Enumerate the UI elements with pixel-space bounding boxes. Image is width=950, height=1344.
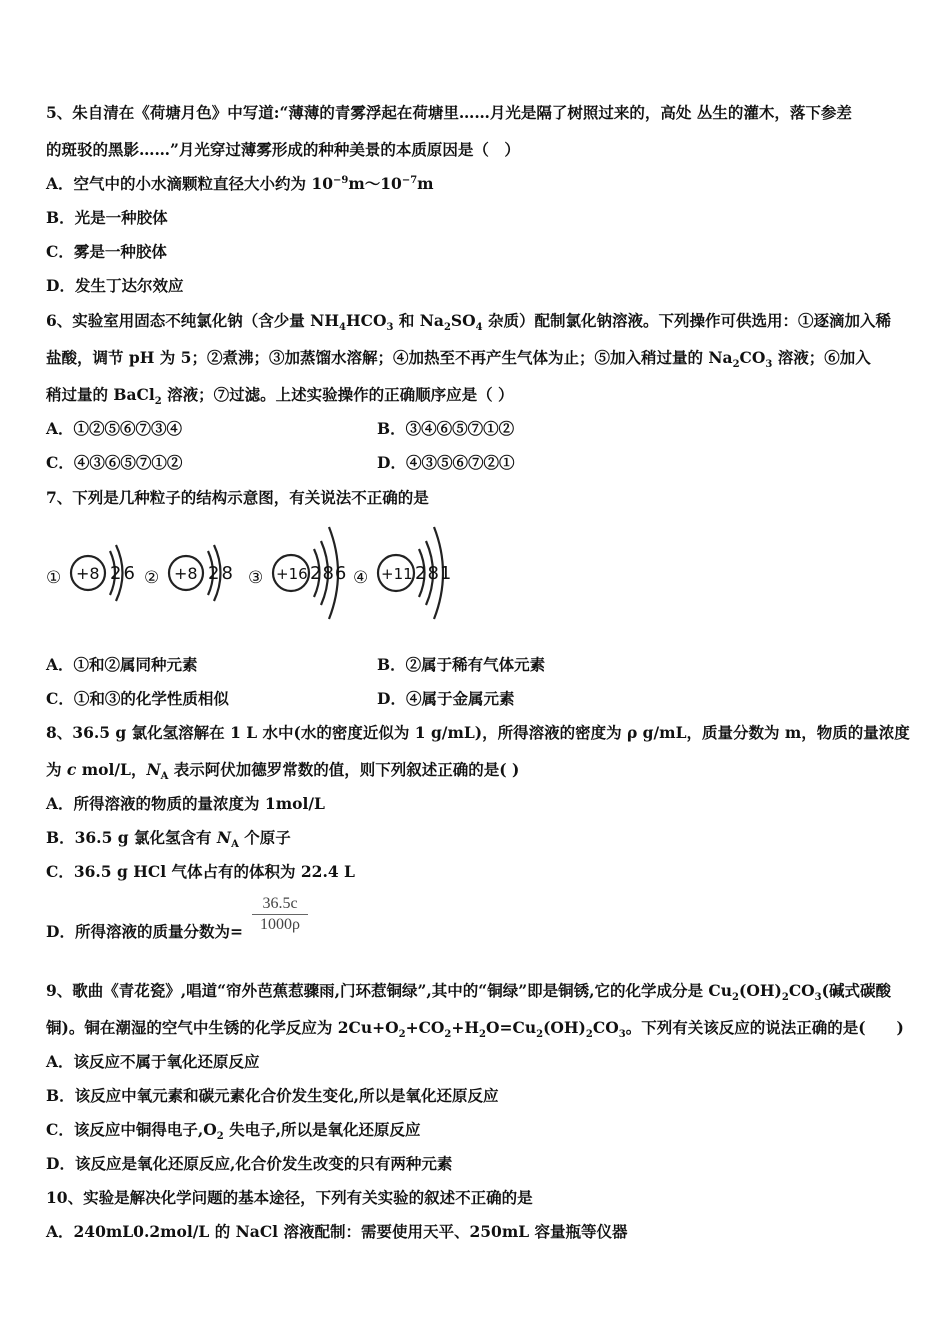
q7-option-a: A．①和②属同种元素 xyxy=(46,655,198,674)
fraction-denominator: 1000ρ xyxy=(260,916,300,933)
q9-option-d: D．该反应是氧化还原反应,化合价发生改变的只有两种元素 xyxy=(46,1154,453,1173)
q8-option-d: D．所得溶液的质量分数为= xyxy=(46,922,243,941)
q5-option-d: D．发生丁达尔效应 xyxy=(46,276,184,295)
q8-fraction xyxy=(252,895,308,934)
q6-option-c: C．④③⑥⑤⑦①② xyxy=(46,453,183,472)
q7-option-d: D．④属于金属元素 xyxy=(377,689,515,708)
q5-stem-line1: 5、朱自清在《荷塘月色》中写道:“薄薄的青雾浮起在荷塘里……月光是隔了树照过来的，高处 丛生的灌木，落下参差 xyxy=(46,103,852,122)
q9-stem-line1: 9、歌曲《青花瓷》,唱道“帘外芭蕉惹骤雨,门环惹铜绿”,其中的“铜绿”即是铜锈,它的化学成分是 $Cu_2(OH)_2CO_3$(碱式碳酸 xyxy=(46,981,891,1004)
q8-stem-line1: 8、36.5 g 氯化氢溶解在 1 L 水中(水的密度近似为 1 g/mL)，所得溶液的密度为 ρ g/mL，质量分数为 m，物质的量浓度 xyxy=(46,723,910,742)
q7-stem: 7、下列是几种粒子的结构示意图，有关说法不正确的是 xyxy=(46,488,429,507)
q10-stem: 10、实验是解决化学问题的基本途径，下列有关实验的叙述不正确的是 xyxy=(46,1188,533,1207)
q6-stem-line3: 稍过量的 BaCl$_2$ 溶液；⑦过滤。上述实验操作的正确顺序应是（ ） xyxy=(46,385,514,408)
atom-2-label: ② xyxy=(144,568,160,588)
atom-4-label: ④ xyxy=(353,568,369,588)
q8-option-a: A．所得溶液的物质的量浓度为 1mol/L xyxy=(46,794,325,813)
q8-stem-line2: 为 c mol/L，$N_A$ 表示阿伏加德罗常数的值，则下列叙述正确的是( ) xyxy=(46,760,520,783)
q6-stem-line2: 盐酸，调节 pH 为 5；②煮沸；③加蒸馏水溶解；④加热至不再产生气体为止；⑤加入稍过量的 $Na_2CO_3$ 溶液；⑥加入 xyxy=(46,348,871,371)
q9-option-c: C．该反应中铜得电子$,O_2$ 失电子,所以是氧化还原反应 xyxy=(46,1120,421,1143)
atom-4-shells: 281 xyxy=(415,563,453,584)
q6-option-d: D．④③⑤⑥⑦②① xyxy=(377,453,515,472)
atom-3-shells: 286 xyxy=(310,563,348,584)
q5-option-c: C．雾是一种胶体 xyxy=(46,242,167,261)
atom-2-nucleus: +8 xyxy=(174,564,198,583)
q9-stem-line2: 铜)。铜在潮湿的空气中生锈的化学反应为 $2Cu+O_2+CO_2+H_2O=Cu_2(OH)_2CO_3$。下列有关该反应的说法正确的是( ) xyxy=(46,1018,904,1041)
q6-option-b: B．③④⑥⑤⑦①② xyxy=(377,419,515,438)
atom-2-shells: 28 xyxy=(208,563,235,584)
q7-option-b: B．②属于稀有气体元素 xyxy=(377,655,546,674)
atom-1-shells: 26 xyxy=(110,563,137,584)
atom-1-label: ① xyxy=(46,568,62,588)
atom-4-nucleus: +11 xyxy=(381,565,413,583)
q9-option-a: A．该反应不属于氧化还原反应 xyxy=(46,1052,260,1071)
atom-3-label: ③ xyxy=(248,568,264,588)
atom-3-nucleus: +16 xyxy=(276,565,308,583)
q5-stem-line2: 的斑驳的黑影……”月光穿过薄雾形成的种种美景的本质原因是（ ） xyxy=(46,140,520,159)
q6-option-a: A．①②⑤⑥⑦③④ xyxy=(46,419,183,438)
q8-option-b: B．36.5 g 氯化氢含有 $N_A$ 个原子 xyxy=(46,828,291,851)
q7-option-c: C．①和③的化学性质相似 xyxy=(46,689,229,708)
q6-stem-line1: 6、实验室用固态不纯氯化钠（含少量 $NH_4HCO_3$ 和 $Na_2SO_4$ 杂质）配制氯化钠溶液。下列操作可供选用：①逐滴加入稀 xyxy=(46,311,891,334)
atomic-structure-diagrams xyxy=(40,515,460,630)
q8-option-c: C．36.5 g HCl 气体占有的体积为 22.4 L xyxy=(46,862,355,881)
atom-1-nucleus: +8 xyxy=(76,564,100,583)
q9-option-b: B．该反应中氧元素和碳元素化合价发生变化,所以是氧化还原反应 xyxy=(46,1086,499,1105)
fraction-numerator: 36.5c xyxy=(252,895,308,915)
q10-option-a: A．240mL0.2mol/L 的 NaCl 溶液配制：需要使用天平、250mL 容量瓶等仪器 xyxy=(46,1222,628,1241)
q5-option-b: B．光是一种胶体 xyxy=(46,208,168,227)
q5-option-a: A．空气中的小水滴颗粒直径大小约为 $10^{-9}m\sim 10^{-7}m$ xyxy=(46,174,434,193)
